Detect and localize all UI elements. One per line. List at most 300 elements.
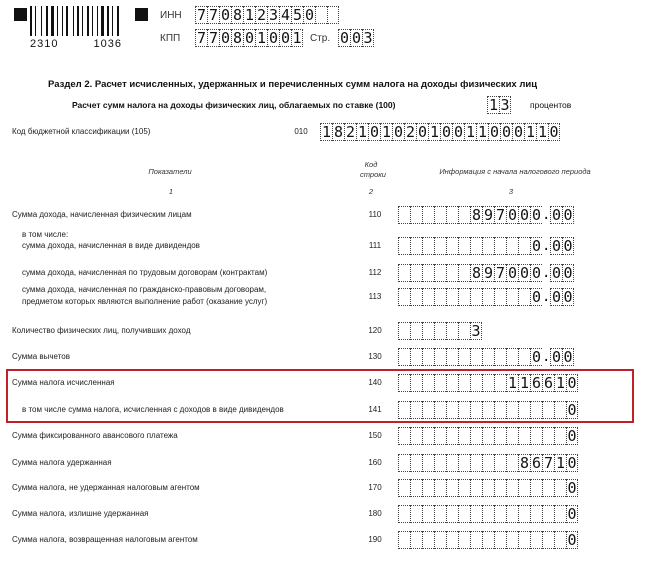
digit-cell: 0 xyxy=(531,264,542,282)
digit-cell: 7 xyxy=(495,206,506,224)
row-code: 120 xyxy=(368,326,382,335)
digit-cell: 7 xyxy=(208,6,219,24)
kbk-code: 010 xyxy=(294,127,308,136)
value-cells[interactable] xyxy=(398,264,574,282)
digit-cell xyxy=(422,264,434,282)
row-label: сумма дохода, начисленная по гражданско-правовым договорам, xyxy=(22,285,267,294)
digit-cell xyxy=(446,322,458,340)
value-cells[interactable] xyxy=(398,479,578,497)
barcode xyxy=(30,6,122,36)
digit-cell: 7 xyxy=(208,29,219,47)
digit-cell: 1 xyxy=(477,123,488,141)
digit-cell xyxy=(470,505,482,523)
digit-cell xyxy=(434,427,446,445)
barcode-bar xyxy=(46,6,48,36)
digit-cell xyxy=(410,264,422,282)
digit-cell xyxy=(506,348,518,366)
barcode-bar xyxy=(77,6,79,36)
digit-cell: 0 xyxy=(567,374,577,392)
digit-cell xyxy=(422,288,434,306)
digit-cell xyxy=(398,479,410,497)
row-code: 111 xyxy=(368,241,382,250)
decimal-cell: 0 xyxy=(551,206,562,224)
value-cells[interactable] xyxy=(398,531,578,549)
column-header-indicators: Показатели xyxy=(148,167,192,176)
digit-cell xyxy=(458,288,470,306)
digit-cell: 0 xyxy=(339,29,350,47)
digit-cell: 8 xyxy=(232,6,243,24)
digit-cell xyxy=(530,427,542,445)
digit-cell xyxy=(434,264,446,282)
digit-cell xyxy=(410,505,422,523)
digit-cell: 0 xyxy=(441,123,452,141)
row-label: в том числе: xyxy=(22,230,69,239)
value-cells[interactable] xyxy=(398,206,574,224)
digit-cell xyxy=(458,322,470,340)
barcode-bar xyxy=(66,6,68,36)
digit-cell xyxy=(542,505,554,523)
digit-cell xyxy=(554,479,566,497)
row-code: 141 xyxy=(368,405,382,414)
decimal-cell: 0 xyxy=(551,348,562,366)
digit-cell xyxy=(470,237,482,255)
digit-cell xyxy=(410,206,422,224)
digit-cell xyxy=(434,348,446,366)
digit-cell: 0 xyxy=(531,206,542,224)
digit-cell xyxy=(494,427,506,445)
highlight-box xyxy=(6,369,634,423)
digit-cell: 0 xyxy=(567,427,577,445)
digit-cell xyxy=(410,348,422,366)
column-number-3: 3 xyxy=(508,187,514,196)
barcode-bar xyxy=(30,6,32,36)
value-cells[interactable] xyxy=(398,505,578,523)
digit-cell: 1 xyxy=(507,374,518,392)
digit-cell xyxy=(422,454,434,472)
digit-cell: 0 xyxy=(507,264,518,282)
digit-cell xyxy=(398,288,410,306)
digit-cell xyxy=(506,454,518,472)
barcode-bar xyxy=(33,6,34,36)
digit-cell: 2 xyxy=(256,6,267,24)
digit-cell xyxy=(398,322,410,340)
barcode-bar xyxy=(114,6,116,36)
digit-cell: 8 xyxy=(232,29,243,47)
barcode-bar xyxy=(59,6,61,36)
page-label: Стр. xyxy=(310,33,331,44)
barcode-bar xyxy=(107,6,109,36)
digit-cell xyxy=(422,206,434,224)
digit-cell xyxy=(530,505,542,523)
decimal-cell: 0 xyxy=(563,264,573,282)
decimal-point: . xyxy=(542,289,551,305)
barcode-bar xyxy=(35,6,36,36)
row-label: Сумма налога удержанная xyxy=(12,458,112,467)
barcode-bar xyxy=(110,6,111,36)
digit-cell xyxy=(410,531,422,549)
digit-cell xyxy=(554,505,566,523)
digit-cell xyxy=(458,454,470,472)
barcode-bar xyxy=(75,6,76,36)
digit-cell: 0 xyxy=(369,123,380,141)
barcode-bar xyxy=(97,6,98,36)
digit-cell xyxy=(422,237,434,255)
digit-cell: 8 xyxy=(333,123,344,141)
barcode-bar xyxy=(92,6,93,36)
digit-cell: 0 xyxy=(507,206,518,224)
decimal-cell: 0 xyxy=(563,288,573,306)
digit-cell: 0 xyxy=(351,29,362,47)
digit-cell xyxy=(518,479,530,497)
digit-cell xyxy=(470,427,482,445)
digit-cell xyxy=(482,531,494,549)
barcode-bar xyxy=(51,6,54,36)
row-label: Сумма налога, не удержанная налоговым агентом xyxy=(12,483,200,492)
digit-cell: 0 xyxy=(519,264,530,282)
barcode-number-part: 2310 xyxy=(30,38,59,50)
decimal-cell: 0 xyxy=(563,206,573,224)
digit-cell xyxy=(434,237,446,255)
digit-cell xyxy=(482,479,494,497)
digit-cell: 0 xyxy=(567,479,577,497)
column-header-line-code: Код строки xyxy=(360,160,386,179)
digit-cell xyxy=(470,454,482,472)
row-code: 130 xyxy=(368,352,382,361)
digit-cell: 1 xyxy=(525,123,536,141)
digit-cell: 3 xyxy=(500,96,510,114)
digit-cell: 0 xyxy=(220,6,231,24)
digit-cell xyxy=(482,427,494,445)
row-label: Сумма налога, излишне удержанная xyxy=(12,509,149,518)
column-number-1: 1 xyxy=(168,187,174,196)
barcode-bar xyxy=(105,6,106,36)
barcode-bar xyxy=(80,6,81,36)
value-cells[interactable] xyxy=(398,322,482,340)
row-code: 150 xyxy=(368,431,382,440)
digit-cell xyxy=(398,237,410,255)
digit-cell: 8 xyxy=(519,454,530,472)
rate-label: Расчет сумм налога на доходы физических лиц, облагаемых по ставке (100) xyxy=(72,100,396,110)
row-label: сумма дохода, начисленная в виде дивидендов xyxy=(22,241,200,250)
value-cells[interactable] xyxy=(398,454,578,472)
digit-cell xyxy=(410,454,422,472)
barcode-bar xyxy=(83,6,86,36)
digit-cell: 0 xyxy=(513,123,524,141)
digit-cell xyxy=(518,427,530,445)
corner-marker-right xyxy=(135,8,148,21)
column-header-info: Информация с начала налогового периода xyxy=(439,167,591,176)
digit-cell xyxy=(434,505,446,523)
digit-cell xyxy=(494,505,506,523)
digit-cell xyxy=(446,348,458,366)
digit-cell xyxy=(434,322,446,340)
value-cells[interactable] xyxy=(398,348,574,366)
barcode-bar xyxy=(64,6,65,36)
digit-cell: 7 xyxy=(495,264,506,282)
digit-cell xyxy=(470,531,482,549)
row-code: 112 xyxy=(368,268,382,277)
digit-cell xyxy=(458,427,470,445)
digit-cell: 0 xyxy=(501,123,512,141)
row-label-line2: предметом которых являются выполнение работ (оказание услуг) xyxy=(22,297,268,306)
digit-cell xyxy=(458,264,470,282)
digit-cell: 0 xyxy=(531,237,542,255)
barcode-bar xyxy=(112,6,113,36)
digit-cell xyxy=(398,427,410,445)
digit-cell xyxy=(542,427,554,445)
barcode-number xyxy=(30,38,122,50)
value-cells[interactable] xyxy=(398,237,574,255)
digit-cell xyxy=(422,479,434,497)
page-cells[interactable] xyxy=(338,29,374,47)
digit-cell: 0 xyxy=(567,505,577,523)
digit-cell: 0 xyxy=(244,29,255,47)
digit-cell: 1 xyxy=(555,454,566,472)
digit-cell xyxy=(410,288,422,306)
barcode-bar xyxy=(73,6,74,36)
digit-cell: 1 xyxy=(244,6,255,24)
digit-cell xyxy=(482,237,494,255)
digit-cell xyxy=(422,348,434,366)
row-label: Сумма налога исчисленная xyxy=(12,378,115,387)
row-label: сумма дохода, начисленная по трудовым договорам (контрактам) xyxy=(22,268,268,277)
digit-cell xyxy=(434,479,446,497)
digit-cell xyxy=(398,454,410,472)
digit-cell: 0 xyxy=(280,29,291,47)
barcode-bar xyxy=(37,6,40,36)
digit-cell: 7 xyxy=(196,29,207,47)
digit-cell xyxy=(482,348,494,366)
digit-cell: 9 xyxy=(483,264,494,282)
digit-cell xyxy=(422,322,434,340)
digit-cell: 0 xyxy=(531,288,542,306)
digit-cell xyxy=(506,479,518,497)
digit-cell xyxy=(446,264,458,282)
digit-cell xyxy=(446,288,458,306)
decimal-point: . xyxy=(542,349,551,365)
barcode-bar xyxy=(120,6,121,36)
digit-cell xyxy=(518,505,530,523)
digit-cell xyxy=(470,288,482,306)
rate-suffix: процентов xyxy=(530,100,572,110)
digit-cell: 1 xyxy=(429,123,440,141)
digit-cell: 6 xyxy=(543,374,554,392)
decimal-cell: 0 xyxy=(551,288,562,306)
digit-cell: 3 xyxy=(268,6,279,24)
barcode-bar xyxy=(62,6,63,36)
digit-cell: 3 xyxy=(363,29,373,47)
digit-cell: 0 xyxy=(268,29,279,47)
barcode-bar xyxy=(99,6,100,36)
rate-cells[interactable] xyxy=(487,96,511,114)
barcode-bar xyxy=(117,6,119,36)
digit-cell: 7 xyxy=(543,454,554,472)
digit-cell: 0 xyxy=(489,123,500,141)
inn-label: ИНН xyxy=(160,10,182,21)
digit-cell xyxy=(422,505,434,523)
barcode-bar xyxy=(82,6,83,36)
digit-cell xyxy=(482,505,494,523)
digit-cell xyxy=(398,505,410,523)
row-code: 160 xyxy=(368,458,382,467)
digit-cell: 2 xyxy=(345,123,356,141)
corner-marker-left xyxy=(14,8,27,21)
digit-cell: 0 xyxy=(220,29,231,47)
digit-cell: 1 xyxy=(465,123,476,141)
digit-cell xyxy=(518,237,530,255)
digit-cell xyxy=(315,6,327,24)
digit-cell xyxy=(506,505,518,523)
barcode-bar xyxy=(87,6,89,36)
kpp-cells[interactable] xyxy=(195,29,303,47)
column-number-2: 2 xyxy=(368,187,374,196)
kbk-label: Код бюджетной классификации (105) xyxy=(12,127,151,136)
barcode-bar xyxy=(49,6,50,36)
decimal-cell: 0 xyxy=(563,237,573,255)
digit-cell: 0 xyxy=(453,123,464,141)
digit-cell xyxy=(542,531,554,549)
row-code: 190 xyxy=(368,535,382,544)
digit-cell: 1 xyxy=(256,29,267,47)
digit-cell xyxy=(410,237,422,255)
digit-cell: 9 xyxy=(483,206,494,224)
row-code: 170 xyxy=(368,483,382,492)
digit-cell xyxy=(446,531,458,549)
digit-cell xyxy=(506,288,518,306)
digit-cell: 6 xyxy=(531,374,542,392)
decimal-point: . xyxy=(542,238,551,254)
digit-cell xyxy=(446,206,458,224)
row-label: Сумма вычетов xyxy=(12,352,70,361)
digit-cell xyxy=(458,206,470,224)
digit-cell: 1 xyxy=(488,96,499,114)
digit-cell xyxy=(446,454,458,472)
digit-cell: 0 xyxy=(567,401,577,419)
digit-cell xyxy=(458,237,470,255)
row-code: 140 xyxy=(368,378,382,387)
decimal-cell: 0 xyxy=(551,264,562,282)
digit-cell xyxy=(410,322,422,340)
digit-cell xyxy=(398,348,410,366)
digit-cell: 1 xyxy=(292,29,302,47)
digit-cell xyxy=(494,479,506,497)
digit-cell xyxy=(422,531,434,549)
digit-cell xyxy=(470,348,482,366)
digit-cell xyxy=(494,531,506,549)
row-label: Сумма налога, возвращенная налоговым агентом xyxy=(12,535,198,544)
digit-cell xyxy=(554,427,566,445)
row-label: Сумма дохода, начисленная физическим лицам xyxy=(12,210,192,219)
digit-cell xyxy=(446,505,458,523)
decimal-point: . xyxy=(542,265,551,281)
digit-cell xyxy=(506,237,518,255)
value-cells[interactable] xyxy=(398,427,578,445)
digit-cell xyxy=(398,531,410,549)
digit-cell: 1 xyxy=(321,123,332,141)
digit-cell xyxy=(458,479,470,497)
barcode-bar xyxy=(101,6,104,36)
digit-cell xyxy=(470,479,482,497)
digit-cell: 1 xyxy=(519,374,530,392)
kpp-label: КПП xyxy=(160,33,181,44)
decimal-cell: 0 xyxy=(551,237,562,255)
digit-cell xyxy=(494,288,506,306)
digit-cell xyxy=(482,454,494,472)
digit-cell: 0 xyxy=(567,531,577,549)
digit-cell xyxy=(398,264,410,282)
barcode-bar xyxy=(90,6,91,36)
digit-cell xyxy=(494,237,506,255)
digit-cell: 1 xyxy=(555,374,566,392)
barcode-bar xyxy=(94,6,96,36)
inn-cells[interactable] xyxy=(195,6,339,24)
digit-cell: 0 xyxy=(519,206,530,224)
digit-cell xyxy=(458,531,470,549)
digit-cell xyxy=(398,206,410,224)
digit-cell: 3 xyxy=(471,322,481,340)
digit-cell xyxy=(422,427,434,445)
digit-cell: 0 xyxy=(531,348,542,366)
digit-cell xyxy=(434,288,446,306)
digit-cell: 4 xyxy=(280,6,291,24)
digit-cell xyxy=(446,479,458,497)
digit-cell xyxy=(446,427,458,445)
digit-cell xyxy=(518,348,530,366)
digit-cell xyxy=(434,454,446,472)
row-code: 113 xyxy=(368,292,382,301)
digit-cell: 0 xyxy=(304,6,315,24)
digit-cell: 2 xyxy=(405,123,416,141)
digit-cell: 0 xyxy=(393,123,404,141)
digit-cell: 0 xyxy=(549,123,559,141)
decimal-point: . xyxy=(542,207,551,223)
row-label: Сумма фиксированного авансового платежа xyxy=(12,431,178,440)
value-cells[interactable] xyxy=(398,288,574,306)
section-title: Раздел 2. Расчет исчисленных, удержанных и перечисленных сумм налога на доходы физических лиц xyxy=(48,79,538,90)
digit-cell: 8 xyxy=(471,206,482,224)
digit-cell: 1 xyxy=(357,123,368,141)
digit-cell xyxy=(482,288,494,306)
digit-cell: 1 xyxy=(537,123,548,141)
digit-cell xyxy=(434,206,446,224)
row-code: 180 xyxy=(368,509,382,518)
digit-cell: 5 xyxy=(292,6,303,24)
digit-cell xyxy=(518,531,530,549)
row-code: 110 xyxy=(368,210,382,219)
digit-cell xyxy=(458,505,470,523)
kbk-cells[interactable] xyxy=(320,123,560,141)
row-label: в том числе сумма налога, исчисленная с доходов в виде дивидендов xyxy=(22,405,284,414)
digit-cell xyxy=(506,427,518,445)
barcode-bar xyxy=(41,6,42,36)
row-label: Количество физических лиц, получивших доход xyxy=(12,326,191,335)
digit-cell xyxy=(530,531,542,549)
digit-cell xyxy=(506,531,518,549)
digit-cell xyxy=(494,348,506,366)
digit-cell xyxy=(542,479,554,497)
barcode-bar xyxy=(43,6,45,36)
digit-cell: 8 xyxy=(471,264,482,282)
digit-cell xyxy=(554,531,566,549)
digit-cell xyxy=(458,348,470,366)
barcode-bar xyxy=(55,6,56,36)
digit-cell xyxy=(446,237,458,255)
decimal-cell: 0 xyxy=(563,348,573,366)
digit-cell: 0 xyxy=(567,454,577,472)
digit-cell xyxy=(327,6,339,24)
digit-cell xyxy=(434,531,446,549)
digit-cell xyxy=(494,454,506,472)
